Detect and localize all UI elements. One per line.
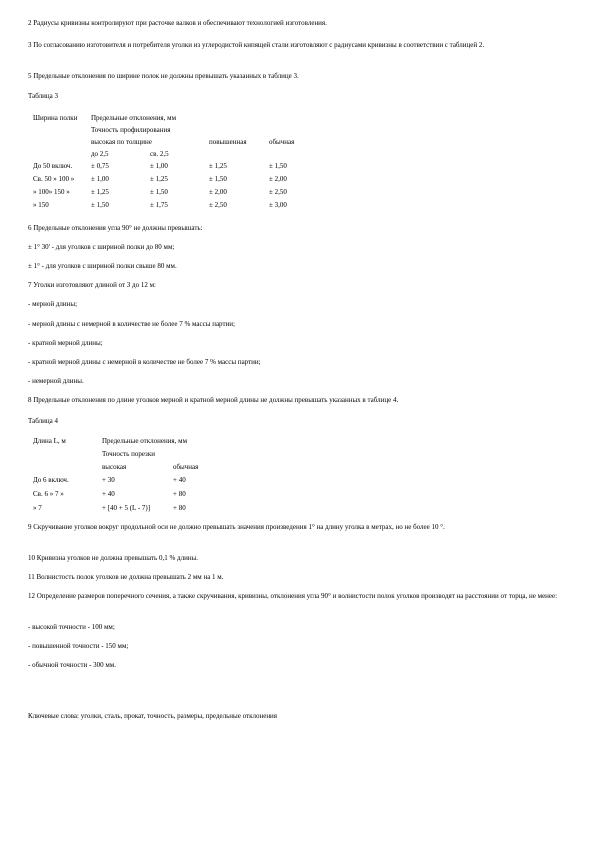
paragraph-11: 11 Волнистость полок уголков не должна превышать 2 мм на 1 м. xyxy=(28,573,224,581)
paragraph-12b: - повышенной точности - 150 мм; xyxy=(28,642,129,650)
paragraph-9: 9 Скручивание уголков вокруг продольной оси не должно превышать значения произведения 1° на длину уголка в метрах, но не более 10 °. xyxy=(28,523,445,531)
table-cell: + 80 xyxy=(173,504,186,512)
table-cell: ± 1,50 xyxy=(91,201,109,209)
paragraph-3: 3 По согласованию изготовителя и потребителя уголки из углеродистой кипящей стали изготовляют с радиусами кривизны в соответствии с таблицей 2. xyxy=(28,41,485,49)
table-3-head-deviation: Предельные отклонения, мм xyxy=(91,114,177,122)
table-3-head-over: св. 2,5 xyxy=(150,150,169,158)
paragraph-10: 10 Кривизна уголков не должна превышать 0,1 % длины. xyxy=(28,554,199,562)
paragraph-12c: - обычной точности - 300 мм. xyxy=(28,661,116,669)
table-cell: ± 1,25 xyxy=(209,162,227,170)
table-4-caption: Таблица 4 xyxy=(28,417,58,425)
paragraph-7d: - кратной мерной длины с немерной в количестве не более 7 % массы партии; xyxy=(28,358,261,366)
table-cell: ± 2,00 xyxy=(269,175,287,183)
keywords: Ключевые слова: уголки, сталь, прокат, точность, размеры, предельные отклонения xyxy=(28,712,278,720)
table-cell: » 7 xyxy=(33,504,42,512)
table-3-head-raised: повышенная xyxy=(209,138,247,146)
table-cell: ± 1,00 xyxy=(150,162,168,170)
paragraph-5: 5 Предельные отклонения по ширине полок не должны превышать указанных в таблице 3. xyxy=(28,72,299,80)
table-cell: + 80 xyxy=(173,490,186,498)
table-cell: ± 2,00 xyxy=(209,188,227,196)
table-cell: До 6 включ. xyxy=(33,476,69,484)
table-4-head-normal: обычная xyxy=(173,463,199,471)
table-cell: » 150 xyxy=(33,201,49,209)
paragraph-6a: ± 1° 30' - для уголков с шириной полки до 80 мм; xyxy=(28,243,175,251)
table-cell: ± 3,00 xyxy=(269,201,287,209)
paragraph-6b: ± 1° - для уголков с шириной полки свыше 80 мм. xyxy=(28,262,177,270)
paragraph-7a: - мерной длины; xyxy=(28,300,78,308)
table-cell: ± 1,50 xyxy=(150,188,168,196)
table-cell: ± 1,25 xyxy=(150,175,168,183)
table-cell: + [40 + 5 (L - 7)] xyxy=(102,504,151,512)
table-cell: ± 1,50 xyxy=(209,175,227,183)
paragraph-7: 7 Уголки изготовляют длиной от 3 до 12 м: xyxy=(28,281,156,289)
table-cell: ± 1,00 xyxy=(91,175,109,183)
paragraph-12: 12 Определение размеров поперечного сечения, а также скручивания, кривизны, отклонения угла 90° и волнистости полок уголков производят на расстоянии от торца, не менее: xyxy=(28,592,558,600)
table-4-head-accuracy: Точность порезки xyxy=(102,450,155,458)
table-cell: + 40 xyxy=(173,476,186,484)
table-3-head-accuracy: Точность профилирования xyxy=(91,126,171,134)
paragraph-12a: - высокой точности - 100 мм; xyxy=(28,623,115,631)
table-3-head-width: Ширина полки xyxy=(33,114,78,122)
table-4-head-deviation: Предельные отклонения, мм xyxy=(102,437,188,445)
paragraph-2: 2 Радиусы кривизны контролируют при расточке валков и обеспечивают технологией изготовления. xyxy=(28,19,327,27)
paragraph-8: 8 Предельные отклонения по длине уголков мерной и кратной мерной длины не должны превышать указанных в таблице 4. xyxy=(28,396,399,404)
paragraph-6: 6 Предельные отклонения угла 90° не должны превышать: xyxy=(28,224,203,232)
table-3-head-high: высокая по толщине xyxy=(91,138,152,146)
table-3-head-normal: обычная xyxy=(269,138,295,146)
paragraph-7b: - мерной длины с немерной в количестве не более 7 % массы партии; xyxy=(28,320,235,328)
table-cell: До 50 включ. xyxy=(33,162,73,170)
paragraph-7e: - немерной длины. xyxy=(28,377,84,385)
table-4-head-length: Длина L, м xyxy=(33,437,66,445)
table-4-head-high: высокая xyxy=(102,463,127,471)
table-cell: » 100» 150 » xyxy=(33,188,70,196)
paragraph-7c: - кратной мерной длины; xyxy=(28,339,103,347)
table-cell: ± 2,50 xyxy=(269,188,287,196)
table-cell: Св. 6 » 7 » xyxy=(33,490,64,498)
table-cell: ± 1,25 xyxy=(91,188,109,196)
table-cell: ± 1,75 xyxy=(150,201,168,209)
table-cell: + 40 xyxy=(102,490,115,498)
table-3-head-upto: до 2,5 xyxy=(91,150,109,158)
table-cell: + 30 xyxy=(102,476,115,484)
table-3-caption: Таблица 3 xyxy=(28,92,58,100)
table-cell: ± 0,75 xyxy=(91,162,109,170)
table-cell: Св. 50 » 100 » xyxy=(33,175,75,183)
table-cell: ± 2,50 xyxy=(209,201,227,209)
table-cell: ± 1,50 xyxy=(269,162,287,170)
